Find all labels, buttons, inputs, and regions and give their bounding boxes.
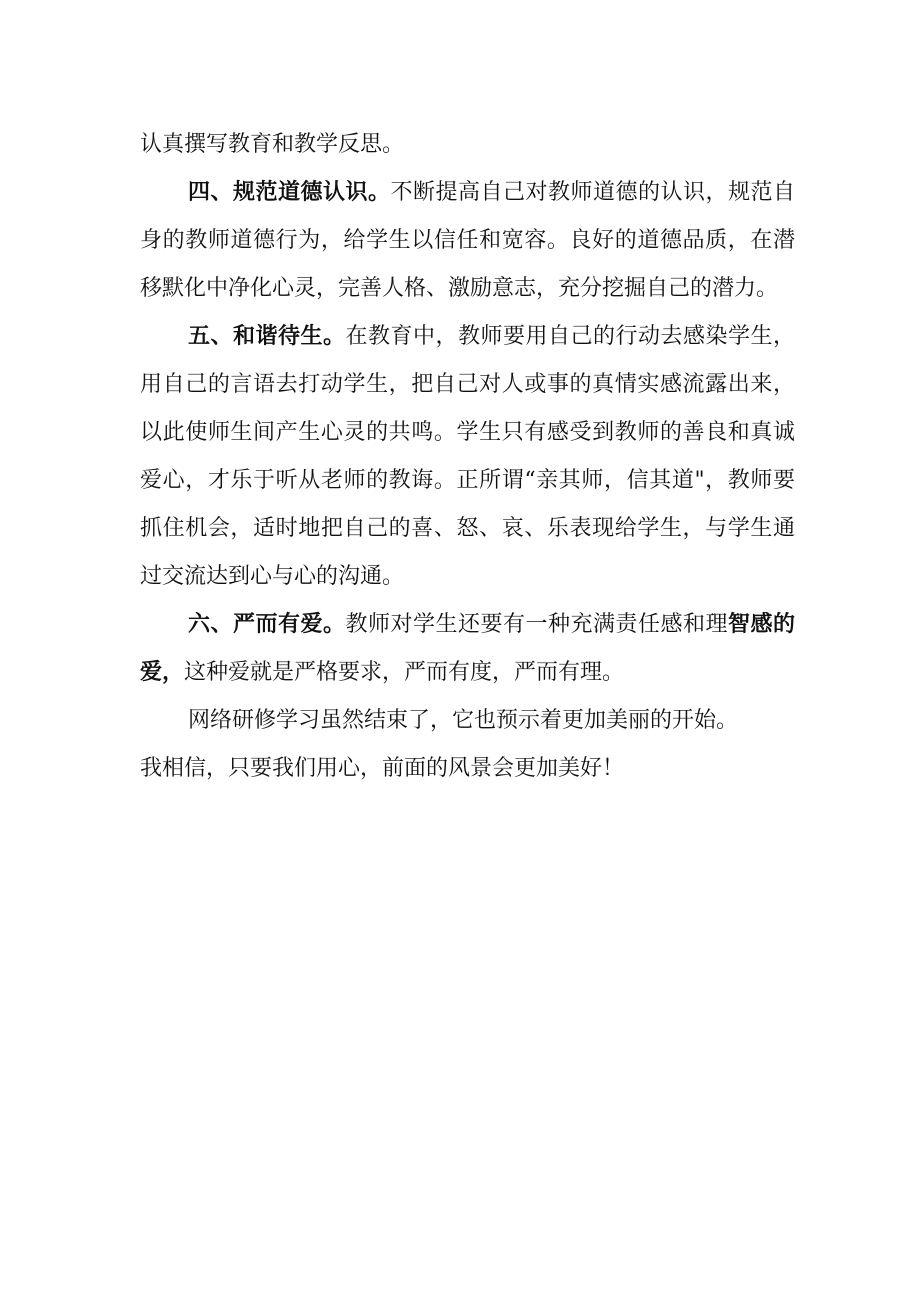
paragraph-harmony [140, 313, 795, 601]
paragraph-moral-awareness [140, 169, 795, 313]
section-heading: 四、规范道德认识。 [188, 180, 391, 205]
paragraph-text: 网络研修学习虽然结束了，它也预示着更加美丽的开始。 [188, 708, 739, 733]
paragraph-strict-love [140, 601, 795, 697]
emphasis-text: 智感的爱， [140, 612, 795, 685]
section-heading: 五、和谐待生。 [188, 324, 346, 349]
section-heading: 六、严而有爱。 [188, 612, 346, 637]
paragraph-text: 教师对学生还要有一种充满责任感和理 [345, 612, 728, 637]
paragraph-reflection [140, 121, 795, 169]
paragraph-text: 这种爱就是严格要求，严而有度，严而有理。 [184, 660, 625, 685]
paragraph-text: 认真撰写教育和教学反思。 [140, 132, 405, 157]
paragraph-text: 我相信，只要我们用心，前面的风景会更加美好！ [140, 756, 625, 781]
paragraph-text: 在教育中，教师要用自己的行动去感染学生，用自己的言语去打动学生，把自己对人或事的真情实感流露出来，以此使师生间产生心灵的共鸣。学生只有感受到教师的善良和真诚爱心，才乐于听从老师的教诲。正所谓“亲其师，信其道"，教师要抓住机会，适时地把自己的喜、怒、哀、乐表现给学生，与学生通过交流达到心与心的沟通。 [140, 324, 795, 589]
paragraph-final [140, 745, 795, 793]
paragraph-closing [140, 697, 795, 745]
paragraph-text: 不断提高自己对教师道德的认识，规范自身的教师道德行为，给学生以信任和宽容。良好的道德品质，在潜移默化中净化心灵，完善人格、激励意志，充分挖掘自己的潜力。 [140, 180, 795, 301]
document-body [140, 121, 795, 793]
